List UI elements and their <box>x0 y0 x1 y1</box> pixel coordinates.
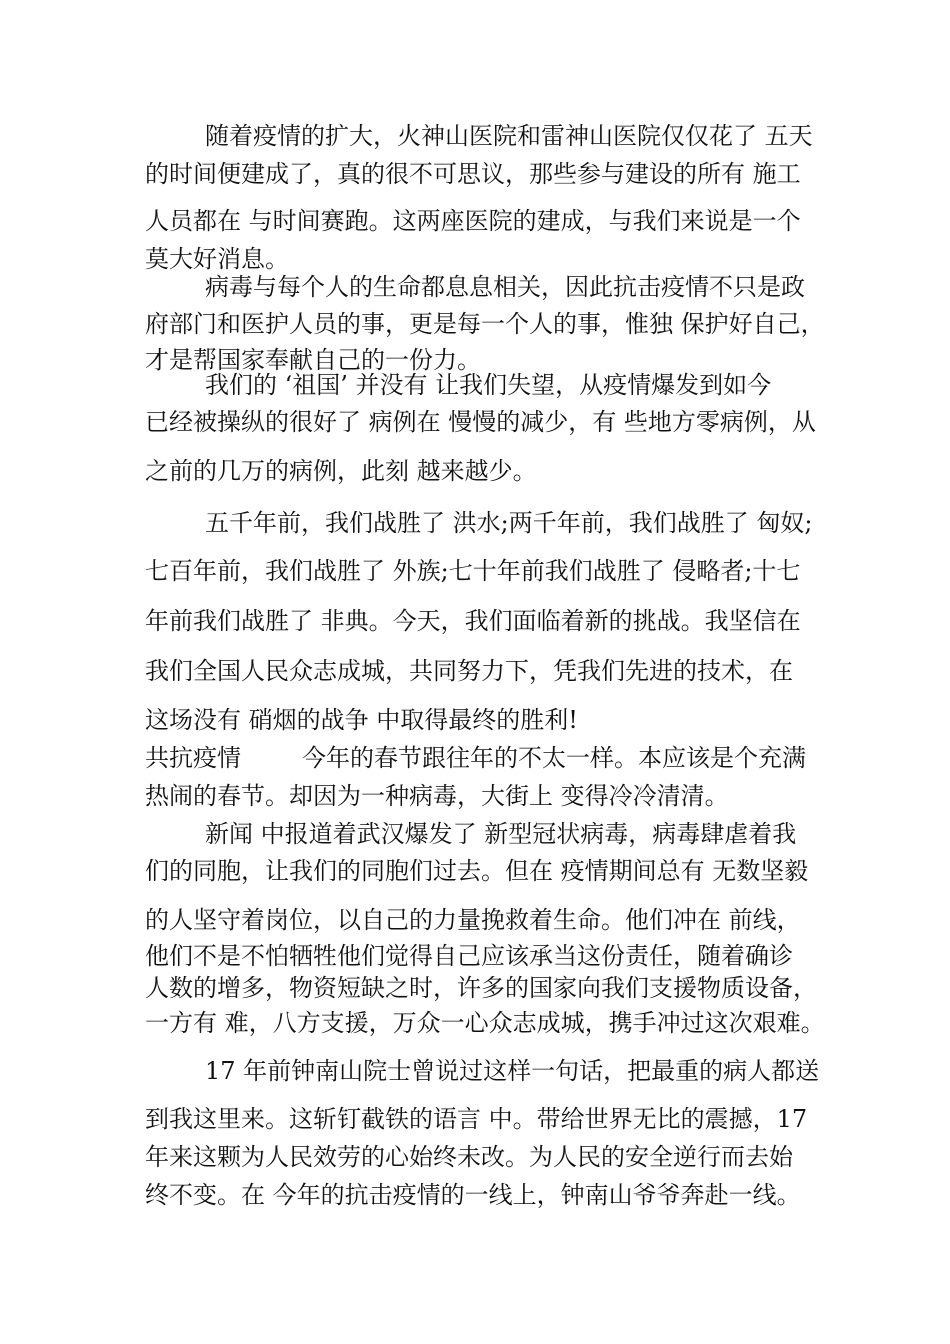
text-line-4: 莫大好消息。 <box>145 245 289 273</box>
text-line-2: 的时间便建成了，真的很不可思议，那些参与建设的所有 施工 <box>145 160 801 188</box>
text-line-14: 我们全国人民众志成城，共同努力下，凭我们先进的技术，在 <box>145 657 793 685</box>
text-line-21: 他们不是不怕牺牲他们觉得自己应该承当这份责任，随着确诊 <box>145 942 793 970</box>
text-line-16: 共抗疫情 今年的春节跟往年的不太一样。本应该是个充满 <box>145 744 807 772</box>
text-line-5: 病毒与每个人的生命都息息相关，因此抗击疫情不只是政 <box>205 273 805 301</box>
text-line-1: 随着疫情的扩大，火神山医院和雷神山医院仅仅花了 五天 <box>205 122 813 150</box>
text-line-27: 终不变。在 今年的抗击疫情的一线上，钟南山爷爷奔赴一线。 <box>145 1181 801 1209</box>
text-line-12: 七百年前，我们战胜了 外族;七十年前我们战胜了 侵略者;十七 <box>145 557 801 585</box>
text-line-11: 五千年前，我们战胜了 洪水;两千年前，我们战胜了 匈奴; <box>205 509 813 537</box>
text-line-19: 们的同胞，让我们的同胞们过去。但在 疫情期间总有 无数坚毅 <box>145 857 809 885</box>
text-line-6: 府部门和医护人员的事，更是每一个人的事，惟独 保护好自己， <box>145 310 825 338</box>
text-line-15: 这场没有 硝烟的战争 中取得最终的胜利! <box>145 706 578 734</box>
text-line-25: 到我这里来。这斩钉截铁的语言 中。带给世界无比的震撼，17 <box>145 1105 808 1133</box>
text-line-13: 年前我们战胜了 非典。今天，我们面临着新的挑战。我坚信在 <box>145 607 801 635</box>
text-line-26: 年来这颗为人民效劳的心始终未改。为人民的安全逆行而去始 <box>145 1143 793 1171</box>
text-line-22: 人数的增多，物资短缺之时，许多的国家向我们支援物质设备， <box>145 974 817 1002</box>
text-line-10: 之前的几万的病例，此刻 越来越少。 <box>145 457 537 485</box>
text-line-24: 17 年前钟南山院士曾说过这样一句话，把最重的病人都送 <box>205 1057 820 1085</box>
text-line-8: 我们的 ‘祖国’ 并没有 让我们失望，从疫情爆发到如今 <box>205 371 772 399</box>
text-line-23: 一方有 难，八方支援，万众一心众志成城，携手冲过这次艰难。 <box>145 1009 825 1037</box>
text-line-18: 新闻 中报道着武汉爆发了 新型冠状病毒，病毒肆虐着我 <box>205 820 797 848</box>
text-line-3: 人员都在 与时间赛跑。这两座医院的建成，与我们来说是一个 <box>145 207 801 235</box>
text-line-17: 热闹的春节。却因为一种病毒，大街上 变得冷冷清清。 <box>145 782 729 810</box>
text-line-20: 的人坚守着岗位，以自己的力量挽救着生命。他们冲在 前线， <box>145 906 801 934</box>
text-line-7: 才是帮国家奉献自己的一份力。 <box>145 346 481 374</box>
text-line-9: 已经被操纵的很好了 病例在 慢慢的减少，有 些地方零病例，从 <box>145 408 816 436</box>
